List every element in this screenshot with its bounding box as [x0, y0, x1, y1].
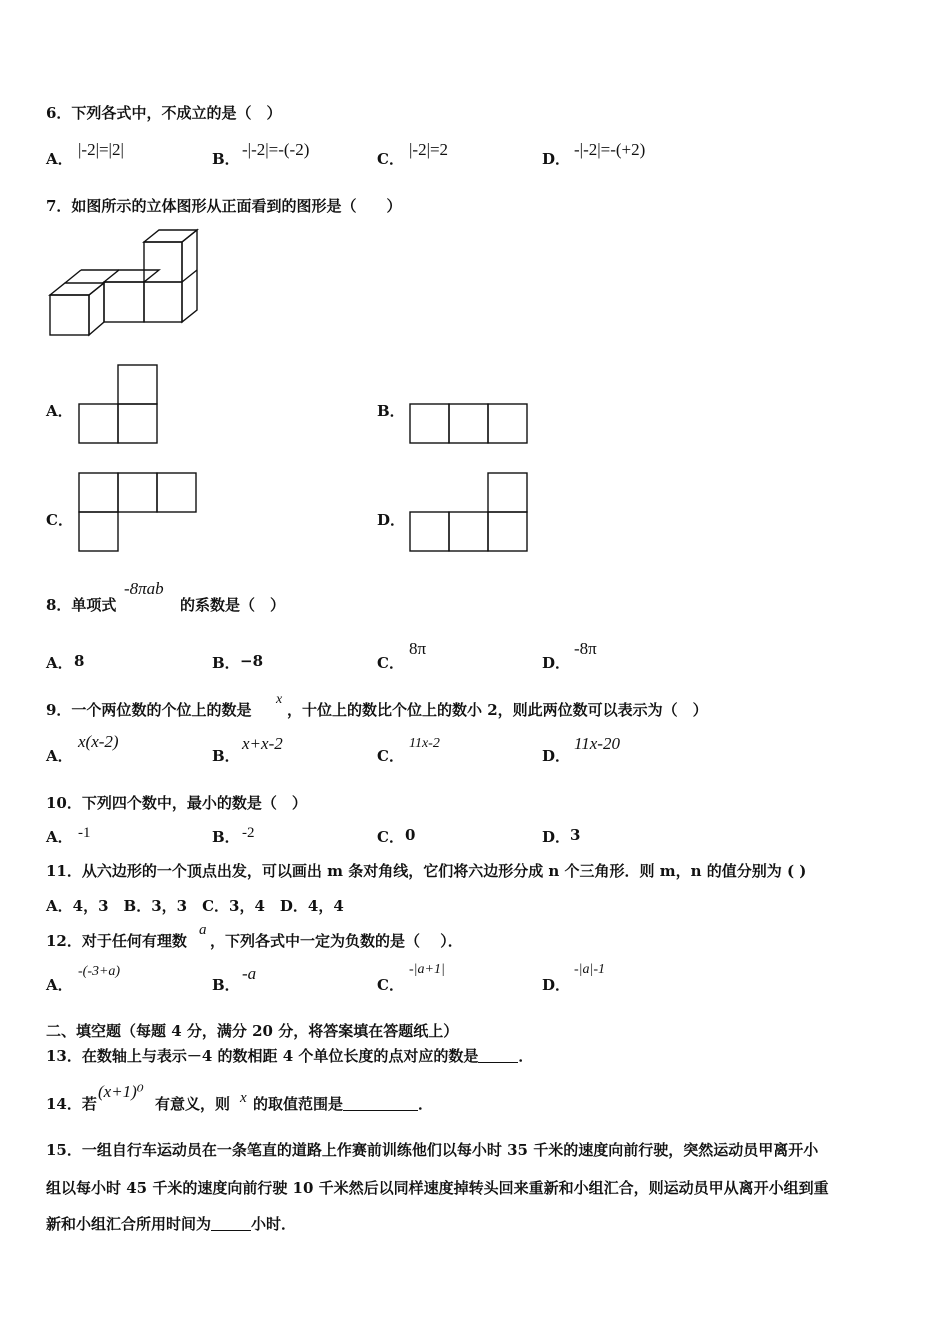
q9-option-b-label: B．	[212, 747, 240, 765]
q12-option-a-label: A．	[46, 976, 73, 994]
q12-option-c-expr: -|a+1|	[409, 962, 445, 977]
q8-option-d-value: -8π	[574, 639, 597, 658]
q12-option-c-label: C．	[377, 976, 404, 994]
q7-option-d-figure	[409, 472, 530, 553]
q7-option-d-label: D．	[377, 511, 406, 529]
q7-option-b-figure	[409, 403, 530, 444]
q12-option-b-label: B．	[212, 976, 240, 994]
q14-mid: 有意义，则	[155, 1095, 231, 1113]
q15-line3	[46, 1213, 296, 1234]
q6-option-a-label: A．	[46, 150, 73, 168]
q9-option-d-expr: 11x-20	[574, 734, 620, 753]
q9-var: x	[276, 692, 283, 707]
q8-option-b-value: −8	[240, 652, 264, 670]
q10-option-b-value: -2	[242, 825, 255, 841]
q9-option-a-expr: x(x-2)	[78, 732, 119, 751]
q9-option-c-expr: 11x-2	[409, 736, 440, 751]
q9-option-c-label: C．	[377, 747, 404, 765]
q8-option-c-label: C．	[377, 654, 404, 672]
q15-line1: 15．一组自行车运动员在一条笔直的道路上作赛前训练他们以每小时 35 千米的速度向前行驶，突然运动员甲离开小	[46, 1141, 819, 1159]
q8-stem-pre: 8．单项式	[46, 596, 117, 614]
q6-option-b-expr: -|-2|=-(-2)	[242, 140, 310, 159]
q12-stem-post: ，下列各式中一定为负数的是（ ）．	[210, 932, 463, 950]
q15-line3-pre: 新和小组汇合所用时间为	[46, 1215, 212, 1233]
q6-option-b-label: B．	[212, 150, 240, 168]
q8-option-d-label: D．	[542, 654, 571, 672]
q8-option-c-value: 8π	[409, 639, 427, 658]
q14-expr: (x+1)⁰	[98, 1082, 144, 1101]
q12-option-b-expr: -a	[242, 964, 257, 983]
q14-post: 的取值范围是	[253, 1095, 344, 1113]
q8-option-a-label: A．	[46, 654, 73, 672]
q6-stem: 6．下列各式中，不成立的是（ ）	[46, 104, 282, 122]
q15-answer-blank[interactable]	[211, 1216, 251, 1231]
q8-option-a-value: 8	[74, 652, 85, 670]
q7-option-c-label: C．	[46, 511, 73, 529]
q12-var: a	[199, 922, 207, 938]
q14-line-end	[253, 1093, 433, 1114]
q7-solid-figure	[46, 228, 206, 340]
q10-option-a-value: -1	[78, 825, 91, 841]
q7-stem: 7．如图所示的立体图形从正面看到的图形是（ ）	[46, 197, 402, 215]
q6-option-c-expr: |-2|=2	[409, 140, 449, 159]
q8-monomial: -8πab	[124, 579, 164, 598]
q11-options: A．4，3 B．3，3 C．3，4 D．4，4	[46, 897, 344, 915]
q10-option-b-label: B．	[212, 828, 240, 846]
q13-line	[46, 1045, 533, 1066]
q14-answer-blank[interactable]	[343, 1096, 418, 1111]
q8-stem-post: 的系数是（ ）	[180, 596, 286, 614]
q12-option-d-expr: -|a|-1	[574, 962, 606, 977]
q6-option-d-label: D．	[542, 150, 571, 168]
q10-option-d-label: D．	[542, 828, 571, 846]
q9-option-a-label: A．	[46, 747, 73, 765]
q14-end: ．	[418, 1095, 434, 1113]
q12-option-a-expr: -(-3+a)	[78, 964, 121, 979]
q15-line3-post: 小时．	[251, 1215, 297, 1233]
q13-stem: 13．在数轴上与表示－4 的数相距 4 个单位长度的点对应的数是	[46, 1047, 479, 1065]
q14-var: x	[240, 1090, 247, 1106]
q7-option-c-figure	[78, 472, 199, 553]
q10-option-a-label: A．	[46, 828, 73, 846]
q15-line2: 组以每小时 45 千米的速度向前行驶 10 千米然后以同样速度掉转头回来重新和小组汇合，则运动员甲从离开小组到重	[46, 1179, 829, 1197]
q14-pre: 14．若	[46, 1095, 97, 1113]
q9-stem-pre: 9．一个两位数的个位上的数是	[46, 701, 252, 719]
q12-option-d-label: D．	[542, 976, 571, 994]
q11-stem: 11．从六边形的一个顶点出发，可以画出 m 条对角线，它们将六边形分成 n 个三角形．则 m，n 的值分别为 ( )	[46, 862, 807, 880]
q10-option-c-value: 0	[405, 826, 416, 844]
q10-stem: 10．下列四个数中，最小的数是（ ）	[46, 794, 307, 812]
q6-option-a-expr: |-2|=|2|	[78, 140, 124, 159]
q9-option-d-label: D．	[542, 747, 571, 765]
q6-option-c-label: C．	[377, 150, 404, 168]
q7-option-b-label: B．	[377, 402, 405, 420]
q13-end: ．	[518, 1047, 534, 1065]
q8-option-b-label: B．	[212, 654, 240, 672]
q9-option-b-expr: x+x-2	[242, 734, 283, 753]
section2-title: 二、填空题（每题 4 分，满分 20 分，将答案填在答题纸上）	[46, 1022, 459, 1040]
q10-option-d-value: 3	[570, 826, 581, 844]
q9-stem-post: ，十位上的数比个位上的数小 2，则此两位数可以表示为（ ）	[287, 701, 708, 719]
q10-option-c-label: C．	[377, 828, 404, 846]
q6-option-d-expr: -|-2|=-(+2)	[574, 140, 646, 159]
q13-answer-blank[interactable]	[478, 1048, 518, 1063]
q7-option-a-label: A．	[46, 402, 73, 420]
q12-stem-pre: 12．对于任何有理数	[46, 932, 187, 950]
q7-option-a-figure	[78, 364, 160, 444]
